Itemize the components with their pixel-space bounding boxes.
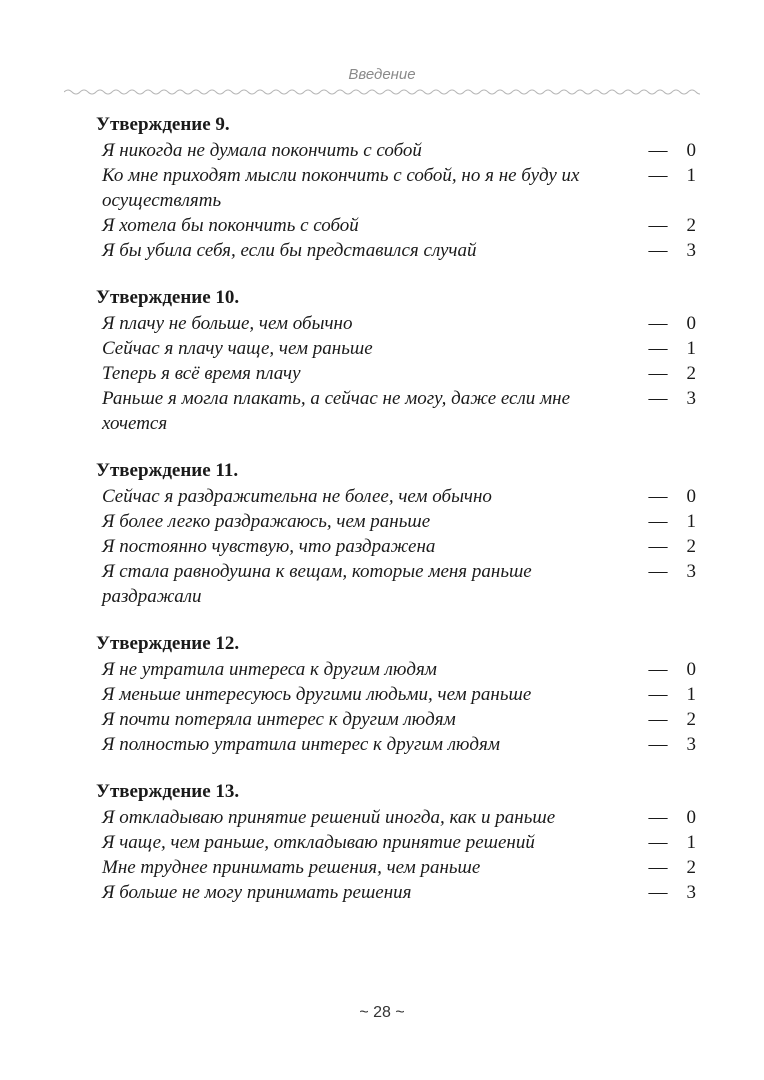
answer-score: 2 (686, 857, 696, 878)
answer-option (96, 138, 696, 163)
statement-title: Утверждение 9. (96, 114, 230, 135)
answer-option (96, 311, 696, 336)
answer-dash: — (648, 536, 668, 557)
answer-option (96, 509, 696, 534)
answer-text: Я никогда не думала покончить с собой (102, 140, 422, 161)
statement-title: Утверждение 11. (96, 460, 239, 481)
answer-score: 1 (686, 684, 696, 705)
answer-text: Я не утратила интереса к другим людям (102, 659, 437, 680)
statement-title: Утверждение 12. (96, 633, 240, 654)
answer-dash: — (648, 734, 668, 755)
answer-score: 0 (686, 659, 696, 680)
answer-option (96, 386, 696, 436)
answer-score: 0 (686, 313, 696, 334)
answer-dash: — (648, 857, 668, 878)
answer-dash: — (648, 684, 668, 705)
answer-text: Я постоянно чувствую, что раздражена (102, 536, 436, 557)
answer-option (96, 732, 696, 757)
page-number: ~ 28 ~ (359, 1004, 405, 1021)
statement-title: Утверждение 10. (96, 287, 240, 308)
answer-dash: — (648, 140, 668, 161)
answer-text: Я плачу не больше, чем обычно (102, 313, 353, 334)
answer-dash: — (648, 363, 668, 384)
answer-dash: — (648, 388, 668, 409)
answer-option (96, 682, 696, 707)
answer-score: 3 (686, 240, 696, 261)
answer-text: Сейчас я раздражительна не более, чем обычно (102, 486, 492, 507)
statement-section (96, 631, 696, 757)
answer-dash: — (648, 313, 668, 334)
statement-section (96, 779, 696, 905)
answer-dash: — (648, 486, 668, 507)
answer-text: Я меньше интересуюсь другими людьми, чем раньше (102, 684, 532, 705)
answer-score: 3 (686, 388, 696, 409)
answer-text: Я хотела бы покончить с собой (102, 215, 359, 236)
answer-text: Я больше не могу принимать решения (102, 882, 412, 903)
answer-option (96, 484, 696, 509)
answer-option (96, 534, 696, 559)
answer-dash: — (648, 338, 668, 359)
answer-text: Раньше я могла плакать, а сейчас не могу, даже если мне хочется (102, 388, 571, 434)
answer-text: Я более легко раздражаюсь, чем раньше (102, 511, 431, 532)
answer-score: 2 (686, 363, 696, 384)
answer-text: Мне труднее принимать решения, чем раньше (102, 857, 481, 878)
answer-option (96, 707, 696, 732)
answer-option (96, 805, 696, 830)
answer-dash: — (648, 807, 668, 828)
answer-option (96, 830, 696, 855)
answer-score: 2 (686, 709, 696, 730)
statement-section (96, 112, 696, 263)
answer-dash: — (648, 709, 668, 730)
answer-score: 3 (686, 734, 696, 755)
running-header: Введение (348, 66, 416, 83)
answer-score: 0 (686, 140, 696, 161)
answer-option (96, 213, 696, 238)
answer-dash: — (648, 240, 668, 261)
header-wave-divider (64, 86, 700, 98)
statement-title: Утверждение 13. (96, 781, 240, 802)
answer-score: 1 (686, 832, 696, 853)
answer-dash: — (648, 165, 668, 186)
statement-section (96, 458, 696, 609)
answer-text: Сейчас я плачу чаще, чем раньше (102, 338, 373, 359)
answer-score: 1 (686, 338, 696, 359)
answer-dash: — (648, 659, 668, 680)
answer-option (96, 855, 696, 880)
answer-option (96, 238, 696, 263)
answer-text: Я откладываю принятие решений иногда, как и раньше (102, 807, 556, 828)
answer-text: Я полностью утратила интерес к другим людям (102, 734, 500, 755)
answer-text: Теперь я всё время плачу (102, 363, 301, 384)
answer-dash: — (648, 561, 668, 582)
statement-section (96, 285, 696, 436)
answer-score: 0 (686, 486, 696, 507)
answer-score: 2 (686, 215, 696, 236)
answer-score: 2 (686, 536, 696, 557)
answer-text: Я почти потеряла интерес к другим людям (102, 709, 456, 730)
answer-option (96, 163, 696, 213)
answer-score: 0 (686, 807, 696, 828)
answer-dash: — (648, 832, 668, 853)
answer-score: 1 (686, 165, 696, 186)
answer-score: 3 (686, 882, 696, 903)
answer-option (96, 559, 696, 609)
answer-dash: — (648, 215, 668, 236)
answer-option (96, 657, 696, 682)
answer-score: 1 (686, 511, 696, 532)
answer-dash: — (648, 511, 668, 532)
answer-score: 3 (686, 561, 696, 582)
questionnaire-content (96, 112, 696, 927)
answer-text: Ко мне приходят мысли покончить с собой, но я не буду их осуществлять (102, 165, 580, 211)
answer-option (96, 880, 696, 905)
answer-text: Я чаще, чем раньше, откладываю принятие решений (102, 832, 535, 853)
answer-text: Я бы убила себя, если бы представился случай (102, 240, 477, 261)
answer-text: Я стала равнодушна к вещам, которые меня раньше раздражали (102, 561, 532, 607)
answer-dash: — (648, 882, 668, 903)
answer-option (96, 336, 696, 361)
answer-option (96, 361, 696, 386)
